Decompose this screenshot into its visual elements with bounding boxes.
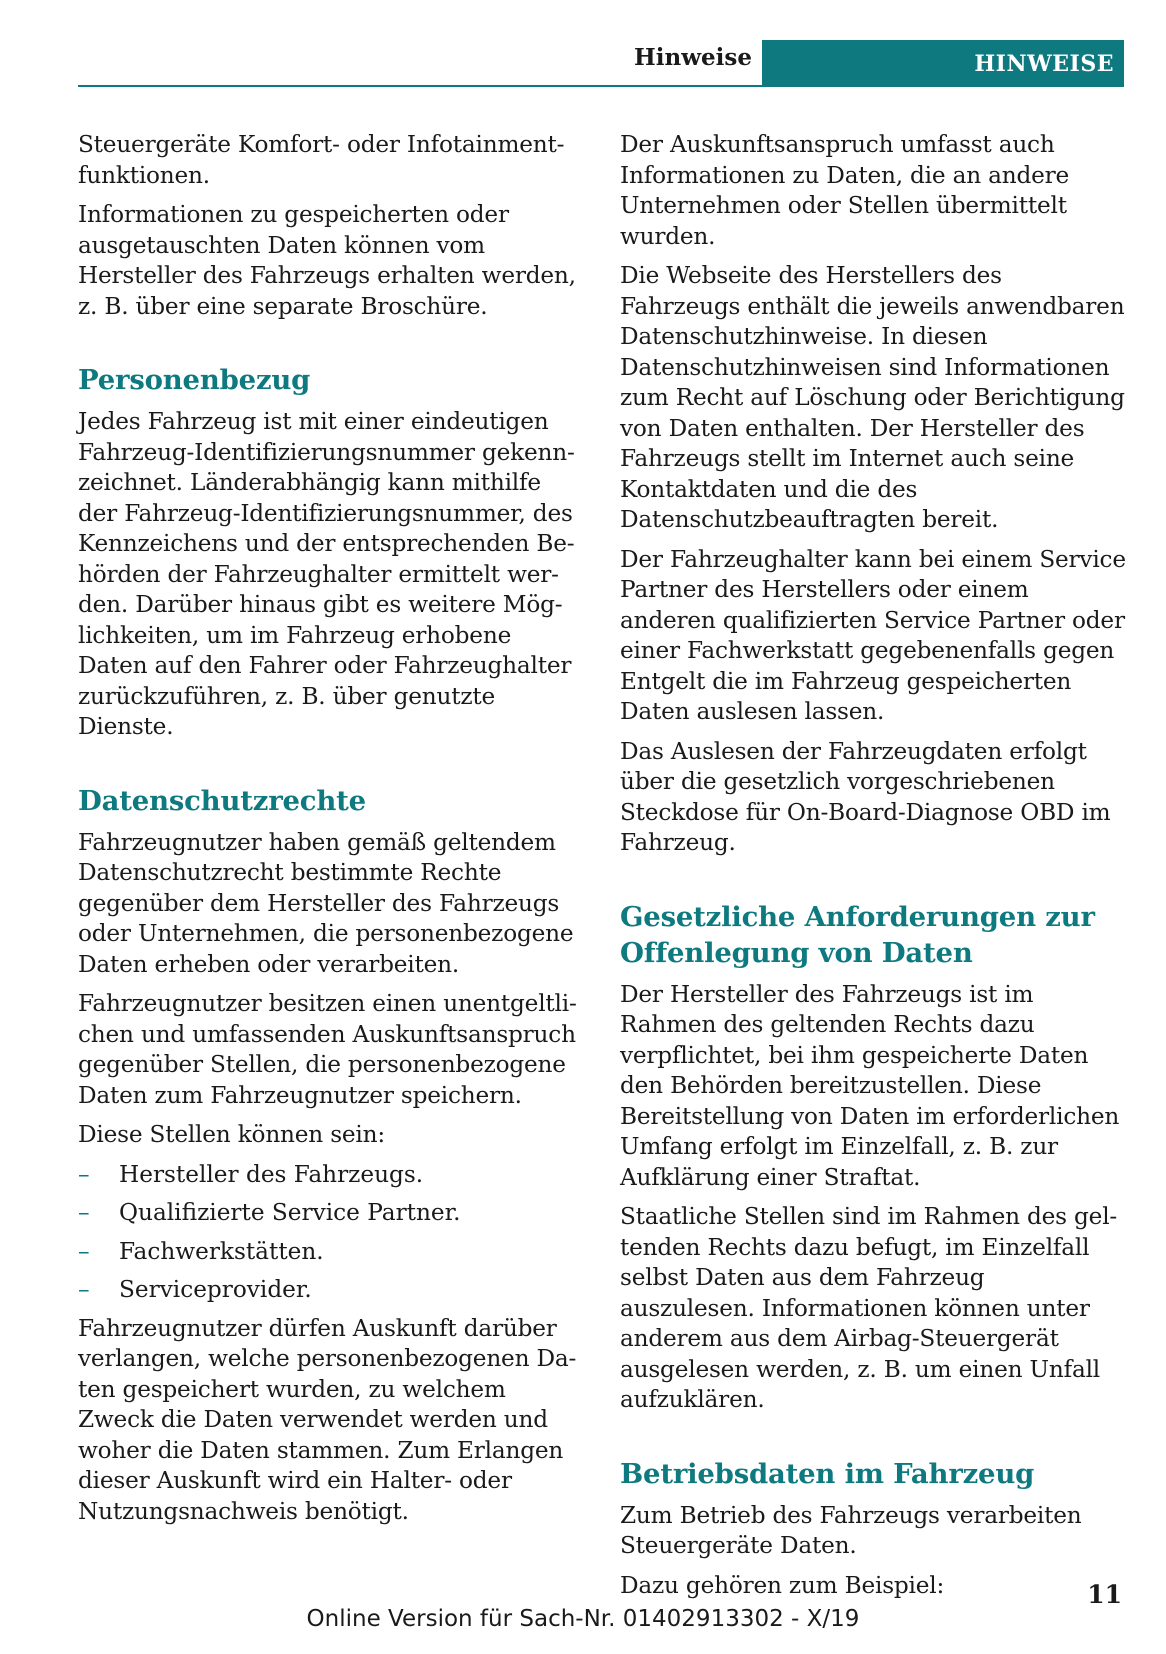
header-rule <box>78 85 762 87</box>
left-column <box>78 130 584 1536</box>
list-dash: – <box>78 1276 90 1303</box>
list-dash: – <box>78 1199 90 1226</box>
list-item <box>78 1275 584 1306</box>
section-title: Hinweise <box>634 44 752 71</box>
stellen-list <box>78 1160 584 1306</box>
heading-datenschutzrechte: Datenschutzrechte <box>78 784 366 817</box>
paragraph: Fahrzeugnutzer haben gemäß geltendem Datenschutzrecht bestimmte Rechte gegenüber dem Hersteller des Fahrzeugs oder Unternehmen, die personenbezogene Daten erheben oder verarbeiten. <box>78 828 574 978</box>
list-item-text: Qualifizierte Service Partner. <box>119 1199 461 1226</box>
heading-betriebsdaten: Betriebsdaten im Fahrzeug <box>620 1457 1035 1490</box>
paragraph: Zum Betrieb des Fahrzeugs verarbeiten Steuergeräte Daten. <box>620 1501 1082 1559</box>
paragraph: Fahrzeugnutzer dürfen Auskunft darüber verlangen, welche personenbezogenen Daten gespeichert wurden, zu welchem Zweck die Daten verwendet werden und woher die Daten stammen. Zum Erlangen dieser Auskunft wird ein Halter- oder Nutzungsnachweis benötigt. <box>78 1314 577 1525</box>
paragraph: Der Auskunftsanspruch umfasst auch Informationen zu Daten, die an andere Unternehmen oder Stellen übermittelt wurden. <box>620 131 1070 250</box>
paragraph: Fahrzeugnutzer besitzen einen unentgeltlichen und umfassenden Auskunftsanspruch gegenüber Stellen, die personenbezogene Daten zum Fahrzeugnutzer speichern. <box>78 990 577 1109</box>
chapter-tab <box>762 40 1124 87</box>
paragraph: Die Webseite des Herstellers des Fahrzeugs enthält die jeweils anwendbaren Datenschutzhinweise. In diesen Datenschutzhinweisen sind Informationen zum Recht auf Löschung oder Berichtigung von Daten enthalten. Der Hersteller des Fahrzeugs stellt im Internet auch seine Kontaktdaten und die des Datenschutzbeauftragten bereit. <box>620 262 1125 533</box>
heading-personenbezug: Personenbezug <box>78 364 311 396</box>
heading-gesetzliche-anforderungen: Gesetzliche Anforderungen zur Offenlegung von Daten <box>620 900 1095 969</box>
right-column <box>620 130 1126 1610</box>
list-dash: – <box>78 1237 90 1265</box>
list-item <box>78 1198 584 1229</box>
paragraph: Dazu gehören zum Beispiel: <box>620 1571 945 1599</box>
paragraph: Das Auslesen der Fahrzeugdaten erfolgt über die gesetzlich vorgeschriebenen Steckdose für On-Board-Diagnose OBD im Fahrzeug. <box>620 737 1111 856</box>
list-item <box>78 1160 584 1191</box>
paragraph: Staatliche Stellen sind im Rahmen des geltenden Rechts dazu befugt, im Einzelfall selbst Daten aus dem Fahrzeug auszulesen. Informationen können unter anderem aus dem Airbag-Steuergerät ausgelesen werden, z. B. um einen Unfall aufzuklären. <box>620 1203 1118 1413</box>
paragraph: Jedes Fahrzeug ist mit einer eindeutigen Fahrzeug-Identifizierungsnummer gekennzeichnet. Länderabhängig kann mithilfe der Fahrzeug-Identifizierungsnummer, des Kennzeichens und der entsprechenden Behörden der Fahrzeughalter ermittelt werden. Darüber hinaus gibt es weitere Möglichkeiten, um im Fahrzeug erhobene Daten auf den Fahrer oder Fahrzeughalter zurückzuführen, z. B. über genutzte Dienste. <box>78 408 575 740</box>
list-item-text: Hersteller des Fahrzeugs. <box>119 1160 424 1188</box>
list-item <box>78 1237 584 1268</box>
chapter-label: HINWEISE <box>974 50 1114 77</box>
footer-online-version: Online Version für Sach-Nr. 01402913302 - X/19 <box>306 1606 860 1632</box>
paragraph: Diese Stellen können sein: <box>78 1121 385 1148</box>
paragraph: Informationen zu gespeicherten oder ausgetauschten Daten können vom Hersteller des Fahrzeugs erhalten werden, z. B. über eine separate Broschüre. <box>78 201 576 320</box>
paragraph: Steuergeräte Komfort- oder Infotainmentfunktionen. <box>78 131 565 189</box>
paragraph: Der Hersteller des Fahrzeugs ist im Rahmen des geltenden Rechts dazu verpflichtet, bei ihm gespeicherte Daten den Behörden bereitzustellen. Diese Bereitstellung von Daten im erforderlichen Umfang erfolgt im Einzelfall, z. B. zur Aufklärung einer Straftat. <box>620 980 1120 1191</box>
list-item-text: Fachwerkstätten. <box>119 1237 324 1265</box>
list-item-text: Serviceprovider. <box>119 1276 312 1303</box>
page-number: 11 <box>1087 1580 1122 1609</box>
list-dash: – <box>78 1160 90 1188</box>
paragraph: Der Fahrzeughalter kann bei einem Service Partner des Herstellers oder einem anderen qualifizierten Service Partner oder einer Fachwerkstatt gegebenenfalls gegen Entgelt die im Fahrzeug gespeicherten Daten auslesen lassen. <box>620 545 1126 725</box>
